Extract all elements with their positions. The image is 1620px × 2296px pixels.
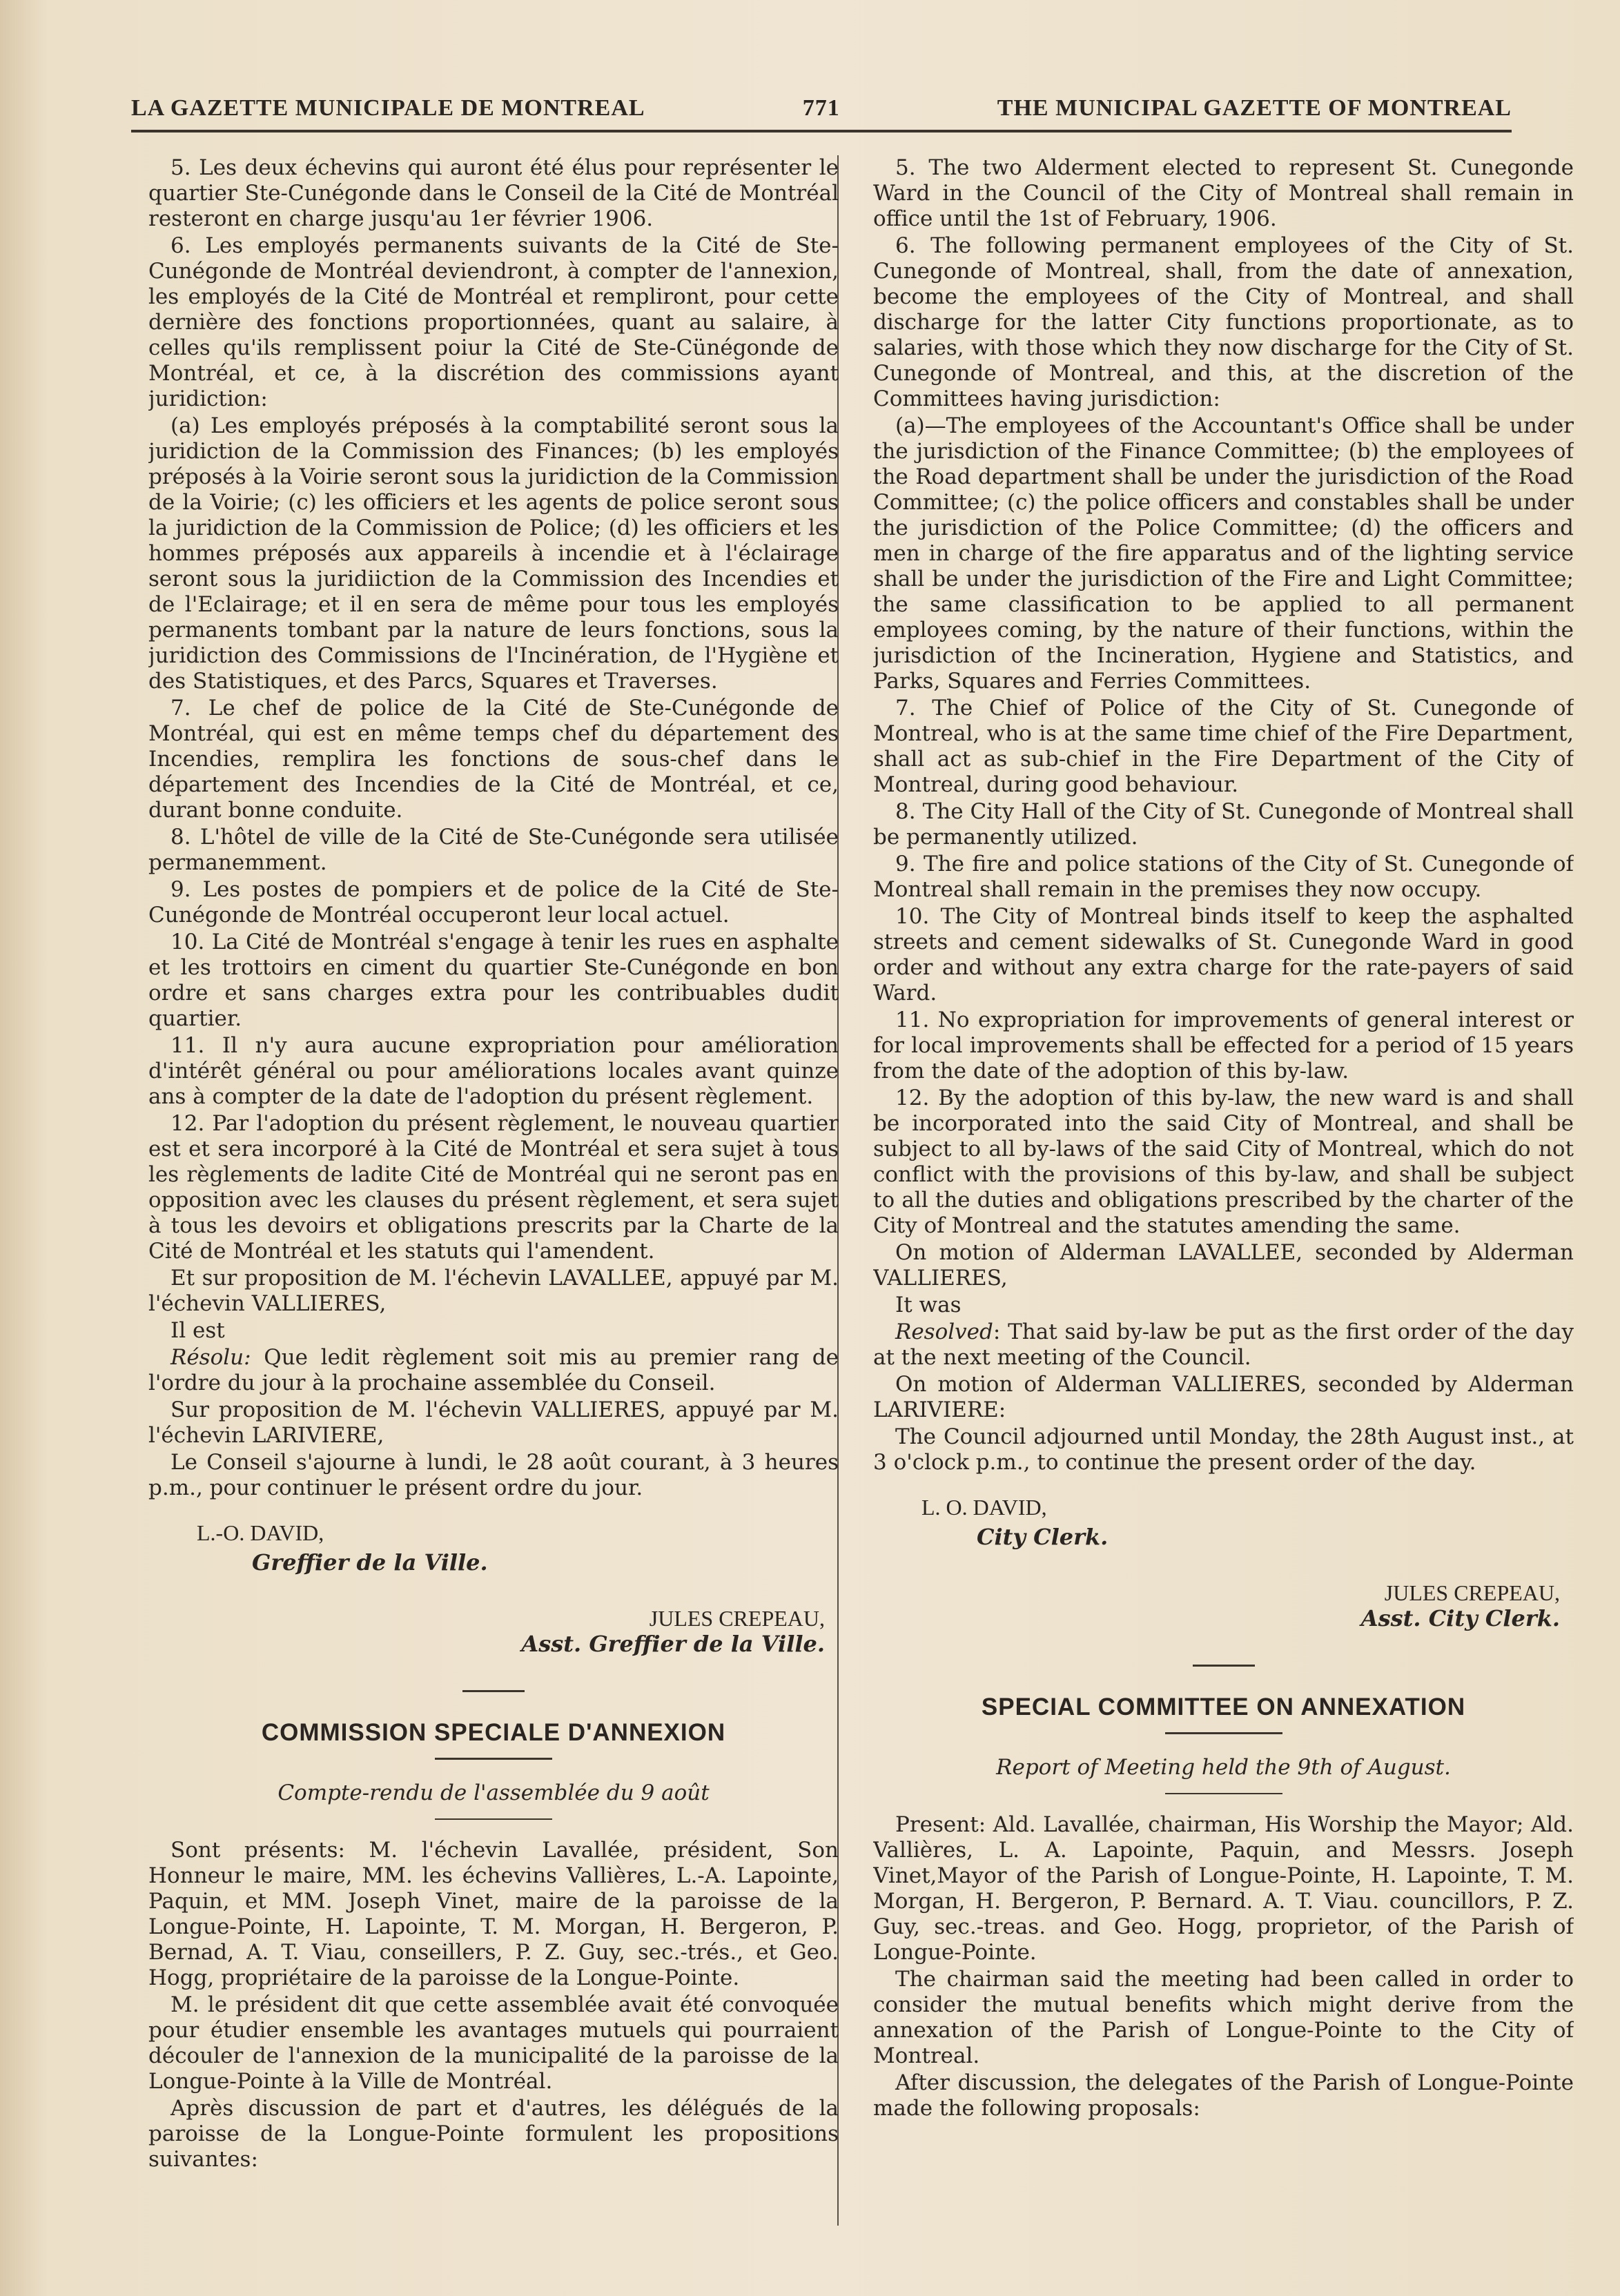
en-motion: On motion of Alderman LAVALLEE, seconded by Alderman VALLIERES, <box>873 1240 1574 1291</box>
fr-motion-2: Sur proposition de M. l'échevin VALLIERES, appuyé par M. l'échevin LARIVIERE, <box>148 1397 839 1448</box>
en-para-9: 9. The fire and police stations of the City of St. Cunegonde of Montreal shall remain in the premises they now occupy. <box>873 852 1574 902</box>
en-adjourn: The Council adjourned until Monday, the 28th August inst., at 3 o'clock p.m., to continue the present order of the day. <box>873 1424 1574 1475</box>
english-column <box>873 155 1574 2267</box>
en-sig-clerk-name: L. O. DAVID, <box>921 1495 1047 1520</box>
en-resolved-label: Resolved <box>895 1319 993 1344</box>
en-section-subheading: Report of Meeting held the 9th of August. <box>996 1755 1451 1780</box>
fr-para-7: 7. Le chef de police de la Cité de Ste-Cunégonde de Montréal, qui est en même temps chef du département des Incendies, remplira les fonctions de sous-chef dans le département des Incendies de la Cité de Montréal, et ce, durant bonne conduite. <box>148 696 839 823</box>
fr-present: Sont présents: M. l'échevin Lavallée, président, Son Honneur le maire, MM. les échevins Vallières, L.-A. Lapointe, Paquin, et MM. Joseph Vinet, maire de la paroisse de la Longue-Pointe, H. Lapointe, T. M. Morgan, H. Bergeron, P. Bernad, A. T. Viau, conseillers, P. Z. Guy, sec.-trés., et Geo. Hogg, propriétaire de la paroisse de la Longue-Pointe. <box>148 1838 839 1990</box>
fr-para-11: 11. Il n'y aura aucune expropriation pour amélioration d'intérêt général ou pour améliorations locales avant quinze ans à compter de la date de l'adoption du présent règlement. <box>148 1033 839 1109</box>
en-para-6a: (a)—The employees of the Accountant's Office shall be under the jurisdiction of the Finance Committee; (b) the employees of the Road department shall be under the jurisdiction of the Road Committee; (c) the police officers and constables shall be under the jurisdiction of the Police Committee; (d) the officers and men in charge of the fire apparatus and of the lighting service shall be under the jurisdiction of the Fire and Light Committee; the same classification to be applied to all permanent employees coming, by the nature of their functions, within the jurisdiction of the Incineration, Hygiene and Statistics, and Parks, Squares and Ferries Committees. <box>873 413 1574 694</box>
page-number: 771 <box>802 95 840 121</box>
fr-para-9: 9. Les postes de pompiers et de police de la Cité de Ste-Cunégonde de Montréal occuperont leur local actuel. <box>148 877 839 928</box>
fr-sig-clerk-name: L.-O. DAVID, <box>197 1520 324 1545</box>
fr-il-est: Il est <box>170 1318 225 1343</box>
fr-para-6: 6. Les employés permanents suivants de la Cité de Ste-Cunégonde de Montréal deviendront, à compter de l'annexion, les employés de la Cité de Montréal et rempliront, pour cette dernière des fonctions proportionnées, quant au salaire, à celles qu'ils remplissent poiur la Cité de Ste-Cünégonde de Montréal, et ce, à la discrétion des commissions ayant juridiction: <box>148 233 839 411</box>
fr-chairman: M. le président dit que cette assemblée avait été convoquée pour étudier ensemble les avantages mutuels qui pourraient découler de l'annexion de la municipalité de la paroisse de la Longue-Pointe à la Ville de Montréal. <box>148 1992 839 2094</box>
fr-sig-asst-name: JULES CREPEAU, <box>649 1606 825 1631</box>
fr-resolu <box>148 1345 839 1396</box>
en-resolved-text: : That said by-law be put as the first order of the day at the next meeting of the Council. <box>873 1319 1574 1370</box>
en-para-7: 7. The Chief of Police of the City of St. Cunegonde of Montreal, who is at the same time chief of the Fire Department, shall act as sub-chief in the Fire Department of the City of Montreal, during good behaviour. <box>873 696 1574 797</box>
fr-discussion: Après discussion de part et d'autres, les délégués de la paroisse de la Longue-Pointe formulent les propositions suivantes: <box>148 2096 839 2172</box>
en-subheading-rule <box>1165 1793 1282 1794</box>
header-left-title: LA GAZETTE MUNICIPALE DE MONTREAL <box>131 95 645 121</box>
fr-heading-rule <box>435 1758 552 1760</box>
fr-section-subheading: Compte-rendu de l'assemblée du 9 août <box>277 1780 710 1805</box>
en-motion-2: On motion of Alderman VALLIERES, seconded by Alderman LARIVIERE: <box>873 1372 1574 1422</box>
fr-para-6a: (a) Les employés préposés à la comptabilité seront sous la juridiction de la Commission des Finances; (b) les employés préposés à la Voirie seront sous la juridiction de la Commission de la Voirie; (c) les officiers et les agents de police seront sous la juridiction de la Commission de Police; (d) les officiers et les hommes préposés aux appareils à incendie et à l'éclairage seront sous la juridiiction de la Commission des Incendies et de l'Eclairage; et il en sera de même pour tous les employés permanents tombant par la nature de leurs fonctions, sous la juridiction des Commissions de l'Incinération, de l'Hygiène et des Statistiques, et des Parcs, Squares et Traverses. <box>148 413 839 694</box>
en-para-8: 8. The City Hall of the City of St. Cunegonde of Montreal shall be permanently utilized. <box>873 799 1574 850</box>
fr-motion: Et sur proposition de M. l'échevin LAVALLEE, appuyé par M. l'échevin VALLIERES, <box>148 1266 839 1316</box>
en-section-heading: SPECIAL COMMITTEE ON ANNEXATION <box>981 1694 1466 1720</box>
fr-resolu-text: Que ledit règlement soit mis au premier rang de l'ordre du jour à la prochaine assemblée du Conseil. <box>148 1345 839 1395</box>
header-rule <box>131 130 1512 133</box>
header-right-title: THE MUNICIPAL GAZETTE OF MONTREAL <box>997 95 1512 121</box>
fr-section-heading: COMMISSION SPECIALE D'ANNEXION <box>261 1719 726 1746</box>
en-present: Present: Ald. Lavallée, chairman, His Worship the Mayor; Ald. Vallières, L. A. Lapointe, Paquin, and Messrs. Joseph Vinet,Mayor of the Parish of Longue-Pointe, H. Lapointe, T. M. Morgan, H. Bergeron, P. Bernard. A. T. Viau. councillors, P. Z. Guy, sec.-treas. and Geo. Hogg, proprietor, of the Parish of Longue-Pointe. <box>873 1812 1574 1965</box>
fr-sig-clerk-title: Greffier de la Ville. <box>252 1549 488 1576</box>
en-para-12: 12. By the adoption of this by-law, the new ward is and shall be incorporated into the said City of Montreal, and shall be subject to all by-laws of the said City of Montreal, which do not conflict with the provisions of this by-law, and shall be subject to all the duties and obligations prescribed by the charter of the City of Montreal and the statutes amending the same. <box>873 1086 1574 1238</box>
fr-para-5: 5. Les deux échevins qui auront été élus pour représenter le quartier Ste-Cunégonde dans le Conseil de la Cité de Montréal resteront en charge jusqu'au 1er février 1906. <box>148 155 839 231</box>
en-discussion: After discussion, the delegates of the Parish of Longue-Pointe made the following proposals: <box>873 2070 1574 2121</box>
en-chairman: The chairman said the meeting had been called in order to consider the mutual benefits which might derive from the annexation of the Parish of Longue-Pointe to the City of Montreal. <box>873 1967 1574 2068</box>
fr-para-8: 8. L'hôtel de ville de la Cité de Ste-Cunégonde sera utilisée permanemment. <box>148 825 839 875</box>
en-sig-asst-name: JULES CREPEAU, <box>1384 1580 1560 1605</box>
en-section-rule <box>1193 1665 1255 1667</box>
en-sig-clerk-title: City Clerk. <box>977 1524 1109 1550</box>
fr-adjourn: Le Conseil s'ajourne à lundi, le 28 août courant, à 3 heures p.m., pour continuer le présent ordre du jour. <box>148 1450 839 1500</box>
fr-para-12: 12. Par l'adoption du présent règlement, le nouveau quartier est et sera incorporé à la Cité de Montréal et sera sujet à tous les règlements de ladite Cité de Montréal qui ne seront pas en opposition avec les clauses du présent règlement, et sera sujet à tous les devoirs et obligations prescrits par la Charte de la Cité de Montréal et les statuts qui l'amendent. <box>148 1111 839 1264</box>
running-header <box>131 84 1512 133</box>
en-para-11: 11. No expropriation for improvements of general interest or for local improvements shall be effected for a period of 15 years from the date of the adoption of this by-law. <box>873 1008 1574 1083</box>
en-heading-rule <box>1165 1732 1282 1734</box>
french-column <box>148 155 839 2267</box>
en-para-5: 5. The two Alderment elected to represent St. Cunegonde Ward in the Council of the City of Montreal shall remain in office until the 1st of February, 1906. <box>873 155 1574 231</box>
en-resolved <box>873 1319 1574 1371</box>
fr-sig-asst-title: Asst. Greffier de la Ville. <box>521 1631 825 1657</box>
en-para-10: 10. The City of Montreal binds itself to keep the asphalted streets and cement sidewalks of St. Cunegonde Ward in good order and without any extra charge for the rate-payers of said Ward. <box>873 904 1574 1005</box>
en-sig-asst-title: Asst. City Clerk. <box>1360 1605 1560 1631</box>
fr-resolu-label: Résolu: <box>170 1345 251 1370</box>
fr-subheading-rule <box>435 1818 552 1820</box>
en-it-was: It was <box>895 1293 962 1317</box>
fr-para-10: 10. La Cité de Montréal s'engage à tenir les rues en asphalte et les trottoirs en ciment du quartier Ste-Cunégonde en bon ordre et sans charges extra pour les contribuables dudit quartier. <box>148 930 839 1031</box>
fr-section-rule <box>462 1690 525 1692</box>
en-para-6: 6. The following permanent employees of the City of St. Cunegonde of Montreal, shall, from the date of annexation, become the employees of the City of Montreal, and shall discharge for the latter City functions proportionate, as to salaries, with those which they now discharge for the City of St. Cunegonde of Montreal, and this, at the discretion of the Committees having jurisdiction: <box>873 233 1574 411</box>
